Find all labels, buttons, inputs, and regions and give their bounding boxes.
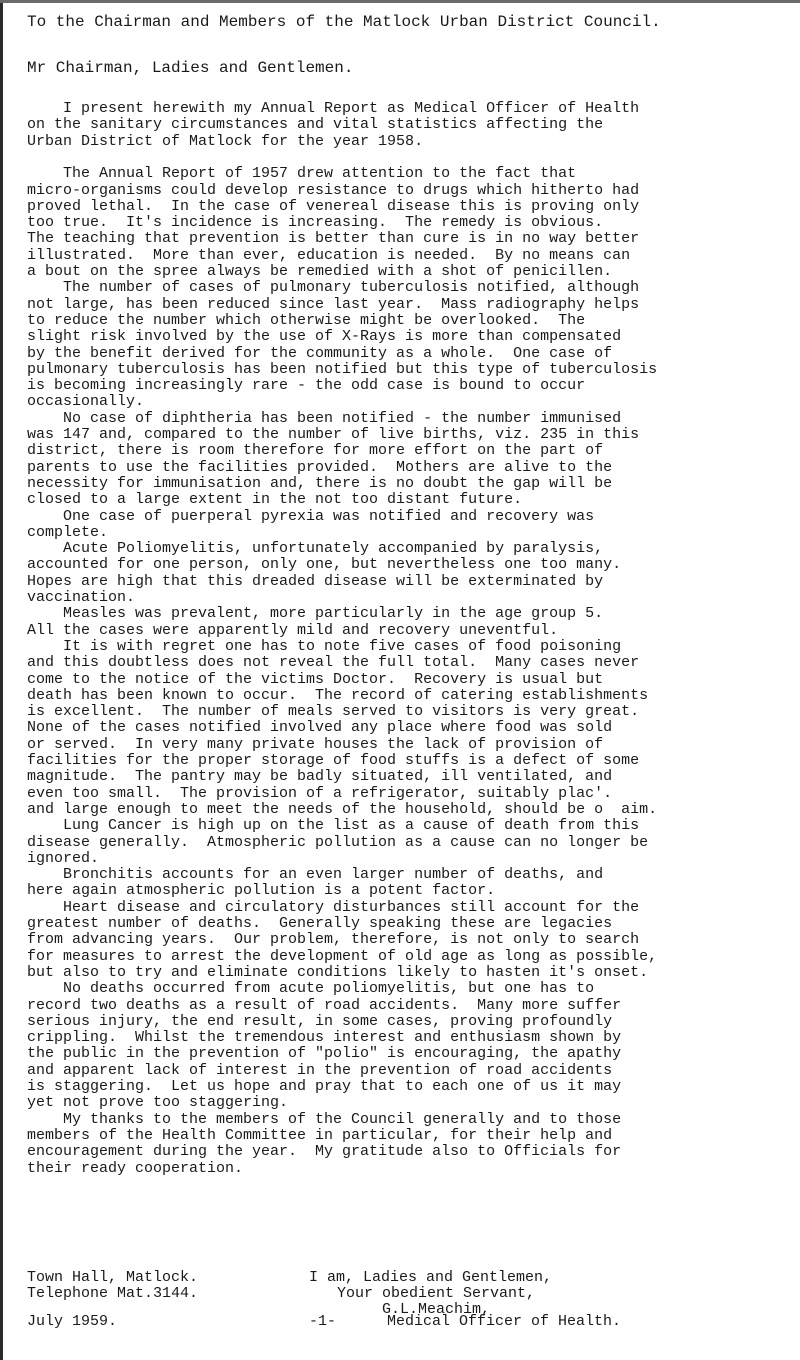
address-line-1: Town Hall, Matlock. — [27, 1269, 199, 1286]
body-line: All the cases were apparently mild and recovery uneventful. — [27, 621, 559, 639]
body-line: district, there is room therefore for more effort on the part of — [27, 442, 604, 460]
body-line: One case of puerperal pyrexia was notified and recovery was — [27, 507, 595, 525]
closing-line: I am, Ladies and Gentlemen, — [309, 1269, 553, 1286]
body-line: Measles was prevalent, more particularly in the age group 5. — [27, 605, 604, 623]
body-line: proved lethal. In the case of venereal disease this is proving only — [27, 197, 640, 215]
valediction: Your obedient Servant, — [337, 1285, 536, 1302]
body-line: to reduce the number which otherwise might be overlooked. The — [27, 311, 586, 329]
body-line: slight risk involved by the use of X-Rays is more than compensated — [27, 328, 622, 346]
body-line: is becoming increasingly rare - the odd case is bound to occur — [27, 377, 586, 395]
body-line: accounted for one person, only one, but nevertheless one too many. — [27, 556, 622, 574]
body-line: No case of diphtheria has been notified - the number immunised — [27, 409, 622, 427]
salutation: Mr Chairman, Ladies and Gentlemen. — [27, 59, 354, 77]
body-line: The Annual Report of 1957 drew attention to the fact that — [27, 165, 577, 183]
body-line: yet not prove too staggering. — [27, 1094, 289, 1112]
body-line: Heart disease and circulatory disturbances still account for the — [27, 898, 640, 916]
body-line: record two deaths as a result of road accidents. Many more suffer — [27, 996, 622, 1014]
body-line: and this doubtless does not reveal the full total. Many cases never — [27, 654, 640, 672]
body-line: pulmonary tuberculosis has been notified but this type of tuberculosis — [27, 360, 658, 378]
body-line: The teaching that prevention is better than cure is in no way better — [27, 230, 640, 248]
body-line: greatest number of deaths. Generally speaking these are legacies — [27, 915, 613, 932]
body-line: too true. It's incidence is increasing. The remedy is obvious. — [27, 214, 604, 232]
body-line: micro-organisms could develop resistance to drugs which hitherto had — [27, 181, 640, 199]
body-line: was 147 and, compared to the number of live births, viz. 235 in this — [27, 426, 640, 443]
body-line: illustrated. More than ever, education is needed. By no means can — [27, 246, 631, 264]
body-line: crippling. Whilst the tremendous interest and enthusiasm shown by — [27, 1029, 622, 1047]
body-line: encouragement during the year. My gratitude also to Officials for — [27, 1143, 622, 1161]
body-line: I present herewith my Annual Report as Medical Officer of Health — [27, 100, 640, 117]
body-line: and large enough to meet the needs of the household, should be o aim. — [27, 800, 658, 818]
body-line: or served. In very many private houses the lack of provision of — [27, 735, 604, 753]
body-line: necessity for immunisation and, there is no doubt the gap will be — [27, 474, 613, 492]
address-line-2: Telephone Mat.3144. — [27, 1285, 199, 1302]
body-line: ignored. — [27, 849, 100, 867]
body-line: death has been known to occur. The record of catering establishments — [27, 686, 649, 704]
body-line: but also to try and eliminate conditions likely to hasten it's onset. — [27, 963, 649, 981]
body-line: closed to a large extent in the not too distant future. — [27, 491, 523, 509]
scan-top-edge — [0, 0, 800, 3]
body-line: come to the notice of the victims Doctor. Recovery is usual but — [27, 670, 604, 688]
body-line: here again atmospheric pollution is a potent factor. — [27, 882, 496, 900]
body-line: Urban District of Matlock for the year 1958. — [27, 132, 424, 150]
body-line: for measures to arrest the development of old age as long as possible, — [27, 947, 658, 965]
body-line: not large, has been reduced since last year. Mass radiography helps — [27, 295, 640, 313]
body-line: their ready cooperation. — [27, 1159, 244, 1177]
body-line: serious injury, the end result, in some cases, proving profoundly — [27, 1012, 613, 1030]
body-line: vaccination. — [27, 589, 136, 606]
body-line: and apparent lack of interest in the prevention of road accidents — [27, 1061, 613, 1079]
body-line: facilities for the proper storage of food stuffs is a defect of some — [27, 752, 640, 769]
body-line: on the sanitary circumstances and vital statistics affecting the — [27, 116, 604, 134]
body-line: magnitude. The pantry may be badly situated, ill ventilated, and — [27, 768, 613, 786]
body-line: complete. — [27, 523, 109, 541]
signatory-name: G.L.Meachim, — [382, 1301, 491, 1318]
body-line: members of the Health Committee in particular, for their help and — [27, 1126, 613, 1144]
body-line: is staggering. Let us hope and pray that to each one of us it may — [27, 1078, 622, 1095]
body-line: a bout on the spree always be remedied with a shot of penicillen. — [27, 263, 613, 280]
body-line: Hopes are high that this dreaded disease will be exterminated by — [27, 572, 604, 590]
letter-heading: To the Chairman and Members of the Matlock Urban District Council. — [27, 13, 661, 31]
body-line: Bronchitis accounts for an even larger number of deaths, and — [27, 866, 604, 884]
scan-left-edge — [0, 0, 3, 1360]
body-line: from advancing years. Our problem, therefore, is not only to search — [27, 931, 640, 949]
body-line: The number of cases of pulmonary tuberculosis notified, although — [27, 279, 640, 297]
body-line: Lung Cancer is high up on the list as a cause of death from this — [27, 817, 640, 835]
body-line: occasionally. — [27, 393, 145, 411]
page-number: -1- — [309, 1313, 337, 1330]
letter-date: July 1959. — [27, 1313, 118, 1330]
body-line: It is with regret one has to note five cases of food poisoning — [27, 637, 622, 655]
body-line: parents to use the facilities provided. Mothers are alive to the — [27, 458, 613, 476]
body-line: is excellent. The number of meals served to visitors is very great. — [27, 703, 640, 721]
body-line: None of the cases notified involved any place where food was sold — [27, 719, 613, 737]
signatory-title: Medical Officer of Health. — [387, 1313, 622, 1330]
body-line: No deaths occurred from acute poliomyelitis, but one has to — [27, 980, 595, 998]
body-line: My thanks to the members of the Council generally and to those — [27, 1110, 622, 1128]
body-line: by the benefit derived for the community as a whole. One case of — [27, 344, 613, 362]
body-line: disease generally. Atmospheric pollution as a cause can no longer be — [27, 833, 649, 851]
body-line: Acute Poliomyelitis, unfortunately accompanied by paralysis, — [27, 540, 604, 558]
body-line: the public in the prevention of "polio" is encouraging, the apathy — [27, 1045, 622, 1063]
body-line: even too small. The provision of a refrigerator, suitably plac'. — [27, 784, 613, 802]
